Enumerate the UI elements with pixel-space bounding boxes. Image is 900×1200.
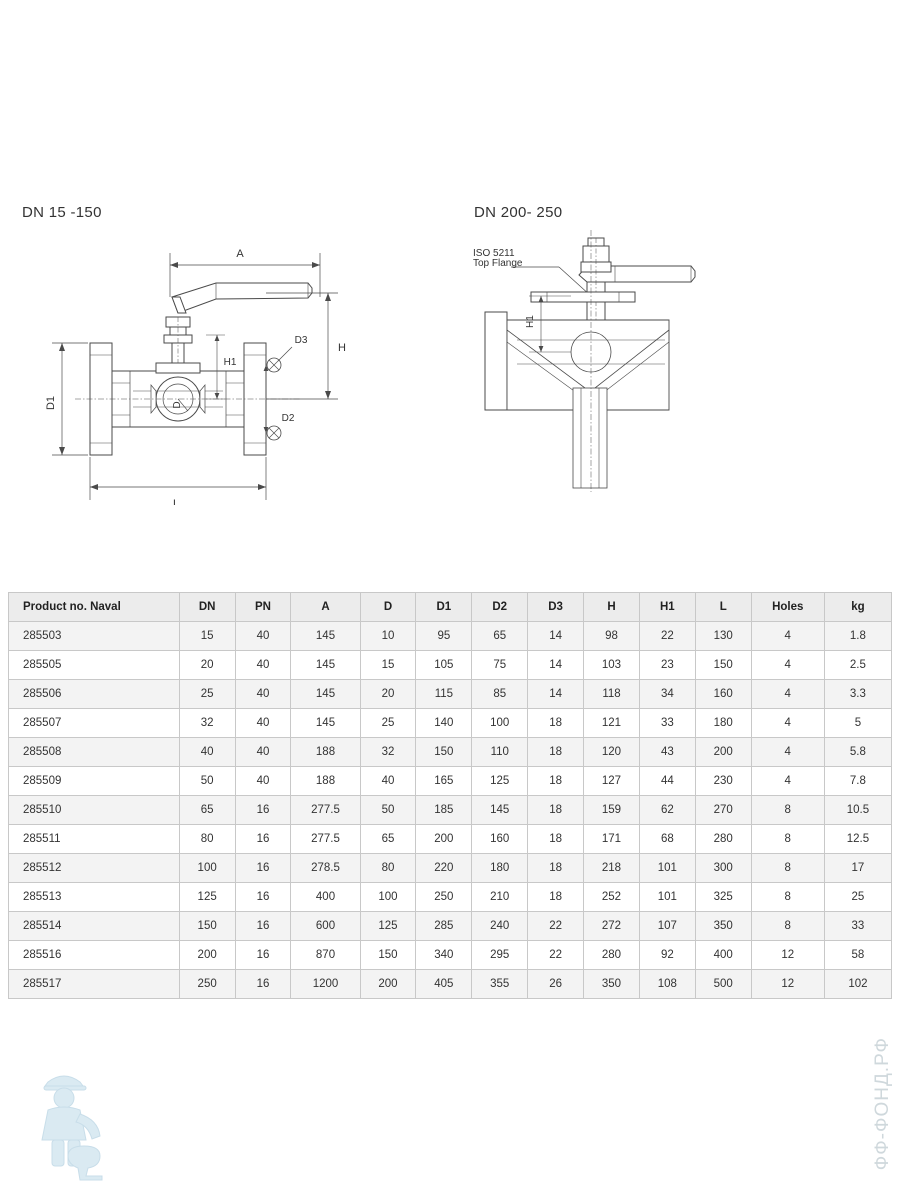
cell-d2: 210 — [472, 883, 528, 912]
cell-d1: 165 — [416, 767, 472, 796]
cell-d3: 18 — [528, 709, 584, 738]
cell-kg: 17 — [824, 854, 891, 883]
cell-d1: 140 — [416, 709, 472, 738]
cell-d3: 26 — [528, 970, 584, 999]
cell-d1: 150 — [416, 738, 472, 767]
cell-kg: 2.5 — [824, 651, 891, 680]
cell-d: 40 — [360, 767, 416, 796]
cell-h: 159 — [584, 796, 640, 825]
cell-h1: 23 — [639, 651, 695, 680]
cell-pn: 16 — [235, 970, 291, 999]
cell-h: 121 — [584, 709, 640, 738]
cell-d2: 100 — [472, 709, 528, 738]
cell-product-no: 285511 — [9, 825, 180, 854]
cell-l: 400 — [695, 941, 751, 970]
cell-h1: 101 — [639, 854, 695, 883]
table-row — [9, 738, 892, 767]
cell-holes: 4 — [751, 709, 824, 738]
table-row — [9, 622, 892, 651]
svg-text:H1: H1 — [525, 315, 536, 328]
cell-pn: 40 — [235, 622, 291, 651]
diagram-section — [0, 180, 900, 540]
column-header-h1: H1 — [639, 593, 695, 622]
cell-dn: 40 — [179, 738, 235, 767]
cell-product-no: 285503 — [9, 622, 180, 651]
cell-a: 277.5 — [291, 796, 360, 825]
column-header-l: L — [695, 593, 751, 622]
cell-holes: 4 — [751, 622, 824, 651]
cell-d1: 285 — [416, 912, 472, 941]
cell-h: 103 — [584, 651, 640, 680]
cell-kg: 33 — [824, 912, 891, 941]
cell-product-no: 285508 — [9, 738, 180, 767]
cell-a: 188 — [291, 738, 360, 767]
cell-a: 145 — [291, 622, 360, 651]
cell-h1: 62 — [639, 796, 695, 825]
cell-product-no: 285505 — [9, 651, 180, 680]
cell-d1: 340 — [416, 941, 472, 970]
column-header-kg: kg — [824, 593, 891, 622]
cell-l: 150 — [695, 651, 751, 680]
cell-pn: 40 — [235, 738, 291, 767]
cell-kg: 7.8 — [824, 767, 891, 796]
cell-h: 218 — [584, 854, 640, 883]
cell-product-no: 285513 — [9, 883, 180, 912]
cell-kg: 3.3 — [824, 680, 891, 709]
cell-dn: 250 — [179, 970, 235, 999]
cell-h1: 44 — [639, 767, 695, 796]
svg-text:D3: D3 — [294, 335, 308, 346]
cell-l: 180 — [695, 709, 751, 738]
cell-pn: 40 — [235, 680, 291, 709]
cell-product-no: 285516 — [9, 941, 180, 970]
cell-pn: 16 — [235, 854, 291, 883]
cell-h1: 33 — [639, 709, 695, 738]
cell-d3: 18 — [528, 883, 584, 912]
cell-d3: 18 — [528, 825, 584, 854]
cell-l: 500 — [695, 970, 751, 999]
cell-d: 10 — [360, 622, 416, 651]
cell-d2: 160 — [472, 825, 528, 854]
cell-holes: 4 — [751, 680, 824, 709]
cell-d: 32 — [360, 738, 416, 767]
cell-l: 350 — [695, 912, 751, 941]
cell-kg: 1.8 — [824, 622, 891, 651]
table-row — [9, 796, 892, 825]
cell-a: 1200 — [291, 970, 360, 999]
cell-d: 80 — [360, 854, 416, 883]
cell-h1: 22 — [639, 622, 695, 651]
cell-holes: 8 — [751, 854, 824, 883]
cell-h1: 68 — [639, 825, 695, 854]
cell-d1: 200 — [416, 825, 472, 854]
cell-d: 125 — [360, 912, 416, 941]
cell-h1: 43 — [639, 738, 695, 767]
cell-holes: 4 — [751, 767, 824, 796]
cell-holes: 12 — [751, 941, 824, 970]
column-header-d: D — [360, 593, 416, 622]
specification-table — [8, 592, 892, 999]
cell-h1: 92 — [639, 941, 695, 970]
cell-d2: 295 — [472, 941, 528, 970]
cell-kg: 25 — [824, 883, 891, 912]
cell-pn: 16 — [235, 825, 291, 854]
cell-d2: 125 — [472, 767, 528, 796]
cell-a: 145 — [291, 651, 360, 680]
cell-h1: 108 — [639, 970, 695, 999]
cell-d2: 240 — [472, 912, 528, 941]
cell-a: 188 — [291, 767, 360, 796]
column-header-d1: D1 — [416, 593, 472, 622]
cell-pn: 16 — [235, 912, 291, 941]
cell-product-no: 285506 — [9, 680, 180, 709]
column-header-d3: D3 — [528, 593, 584, 622]
cell-h: 350 — [584, 970, 640, 999]
table-header-row — [9, 593, 892, 622]
cell-dn: 125 — [179, 883, 235, 912]
cell-holes: 4 — [751, 738, 824, 767]
cell-dn: 150 — [179, 912, 235, 941]
column-header-a: A — [291, 593, 360, 622]
cell-d3: 18 — [528, 796, 584, 825]
svg-text:H1: H1 — [223, 357, 237, 368]
cell-dn: 80 — [179, 825, 235, 854]
specification-table-wrap — [8, 592, 892, 999]
cell-d: 20 — [360, 680, 416, 709]
cell-pn: 40 — [235, 651, 291, 680]
cell-h1: 101 — [639, 883, 695, 912]
cell-d1: 185 — [416, 796, 472, 825]
cell-dn: 20 — [179, 651, 235, 680]
cell-h: 118 — [584, 680, 640, 709]
column-header-pn: PN — [235, 593, 291, 622]
cell-dn: 100 — [179, 854, 235, 883]
cell-dn: 15 — [179, 622, 235, 651]
cell-kg: 102 — [824, 970, 891, 999]
table-row — [9, 854, 892, 883]
cell-product-no: 285509 — [9, 767, 180, 796]
cell-d1: 250 — [416, 883, 472, 912]
cell-kg: 5 — [824, 709, 891, 738]
svg-text:L: L — [172, 498, 180, 505]
cell-d3: 18 — [528, 738, 584, 767]
cell-h: 280 — [584, 941, 640, 970]
diagram-title-left: DN 15 -150 — [22, 204, 102, 221]
cell-holes: 8 — [751, 912, 824, 941]
cell-holes: 8 — [751, 825, 824, 854]
cell-dn: 65 — [179, 796, 235, 825]
svg-text:D: D — [172, 401, 183, 409]
cell-d1: 115 — [416, 680, 472, 709]
cell-h: 120 — [584, 738, 640, 767]
cell-d: 100 — [360, 883, 416, 912]
cell-holes: 4 — [751, 651, 824, 680]
cell-d3: 18 — [528, 767, 584, 796]
cell-pn: 16 — [235, 883, 291, 912]
cell-h1: 107 — [639, 912, 695, 941]
cell-kg: 58 — [824, 941, 891, 970]
cell-a: 278.5 — [291, 854, 360, 883]
table-row — [9, 767, 892, 796]
valve-drawing-dn15-150 — [20, 235, 420, 505]
column-header-d2: D2 — [472, 593, 528, 622]
cell-product-no: 285517 — [9, 970, 180, 999]
cell-pn: 40 — [235, 709, 291, 738]
column-header-product-no: Product no. Naval — [9, 593, 180, 622]
cell-product-no: 285512 — [9, 854, 180, 883]
table-row — [9, 883, 892, 912]
iso-label-line1-text: ISO 5211 — [473, 248, 515, 259]
cell-d2: 75 — [472, 651, 528, 680]
table-row — [9, 970, 892, 999]
cell-holes: 8 — [751, 796, 824, 825]
svg-text:A: A — [236, 248, 244, 260]
cell-d3: 14 — [528, 622, 584, 651]
cell-dn: 200 — [179, 941, 235, 970]
cell-l: 230 — [695, 767, 751, 796]
cell-d3: 22 — [528, 912, 584, 941]
cell-a: 145 — [291, 709, 360, 738]
cell-d2: 355 — [472, 970, 528, 999]
cell-d: 150 — [360, 941, 416, 970]
cell-l: 200 — [695, 738, 751, 767]
valve-drawing-dn200-250 — [455, 220, 875, 500]
cell-kg: 10.5 — [824, 796, 891, 825]
cell-d: 15 — [360, 651, 416, 680]
cell-pn: 16 — [235, 796, 291, 825]
cell-d2: 85 — [472, 680, 528, 709]
cell-d3: 18 — [528, 854, 584, 883]
cell-d1: 405 — [416, 970, 472, 999]
cell-d3: 22 — [528, 941, 584, 970]
cell-a: 145 — [291, 680, 360, 709]
svg-text:D2: D2 — [281, 413, 295, 424]
cell-d2: 65 — [472, 622, 528, 651]
cell-d: 50 — [360, 796, 416, 825]
cell-d3: 14 — [528, 680, 584, 709]
cell-h: 252 — [584, 883, 640, 912]
cell-h: 98 — [584, 622, 640, 651]
cell-product-no: 285514 — [9, 912, 180, 941]
cell-l: 270 — [695, 796, 751, 825]
svg-text:H: H — [338, 342, 346, 354]
cell-d2: 180 — [472, 854, 528, 883]
cell-dn: 25 — [179, 680, 235, 709]
cell-a: 277.5 — [291, 825, 360, 854]
cell-product-no: 285510 — [9, 796, 180, 825]
table-row — [9, 825, 892, 854]
cell-d1: 95 — [416, 622, 472, 651]
plumber-watermark-icon — [18, 1062, 128, 1182]
column-header-h: H — [584, 593, 640, 622]
cell-a: 870 — [291, 941, 360, 970]
cell-kg: 5.8 — [824, 738, 891, 767]
site-watermark-text: ФФ-ФОНД.РФ — [872, 1036, 893, 1170]
cell-d2: 145 — [472, 796, 528, 825]
cell-dn: 50 — [179, 767, 235, 796]
svg-text:D1: D1 — [45, 395, 57, 411]
table-row — [9, 709, 892, 738]
cell-d1: 105 — [416, 651, 472, 680]
cell-d: 200 — [360, 970, 416, 999]
table-row — [9, 941, 892, 970]
cell-a: 400 — [291, 883, 360, 912]
cell-d2: 110 — [472, 738, 528, 767]
cell-holes: 8 — [751, 883, 824, 912]
iso-label-line2-text: Top Flange — [473, 258, 523, 269]
cell-kg: 12.5 — [824, 825, 891, 854]
column-header-holes: Holes — [751, 593, 824, 622]
cell-l: 325 — [695, 883, 751, 912]
cell-d1: 220 — [416, 854, 472, 883]
cell-h: 127 — [584, 767, 640, 796]
cell-holes: 12 — [751, 970, 824, 999]
cell-product-no: 285507 — [9, 709, 180, 738]
diagram-title-right: DN 200- 250 — [474, 204, 563, 221]
column-header-dn: DN — [179, 593, 235, 622]
table-body — [9, 622, 892, 999]
cell-d: 25 — [360, 709, 416, 738]
cell-l: 130 — [695, 622, 751, 651]
cell-d3: 14 — [528, 651, 584, 680]
table-row — [9, 651, 892, 680]
cell-h: 272 — [584, 912, 640, 941]
cell-h: 171 — [584, 825, 640, 854]
table-row — [9, 680, 892, 709]
cell-h1: 34 — [639, 680, 695, 709]
cell-d: 65 — [360, 825, 416, 854]
cell-a: 600 — [291, 912, 360, 941]
cell-l: 300 — [695, 854, 751, 883]
cell-pn: 40 — [235, 767, 291, 796]
cell-pn: 16 — [235, 941, 291, 970]
table-row — [9, 912, 892, 941]
cell-dn: 32 — [179, 709, 235, 738]
cell-l: 280 — [695, 825, 751, 854]
cell-l: 160 — [695, 680, 751, 709]
